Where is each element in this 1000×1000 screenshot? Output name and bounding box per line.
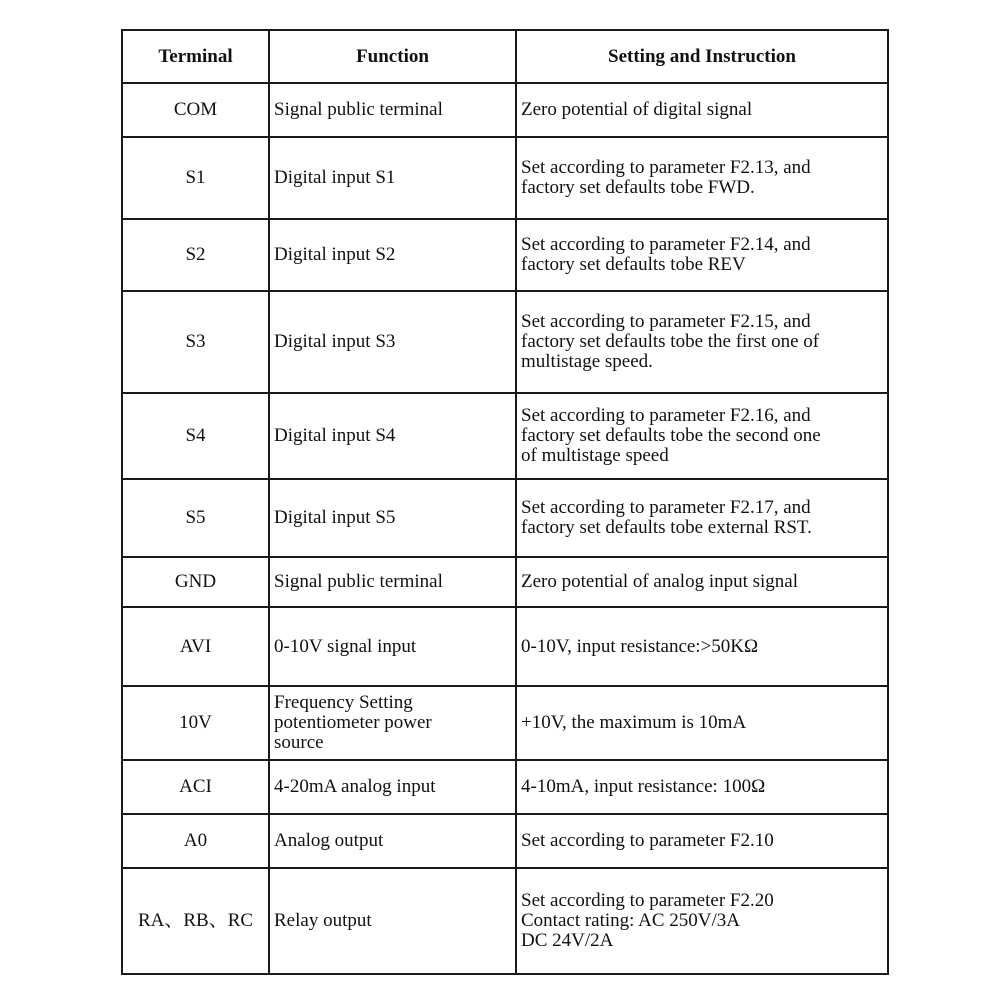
header-instruction: Setting and Instruction xyxy=(516,30,888,83)
terminal-cell: ACI xyxy=(122,760,269,814)
table-row xyxy=(122,393,888,479)
function-line: Signal public terminal xyxy=(274,99,443,120)
instruction-line: 4-10mA, input resistance: 100Ω xyxy=(521,776,766,797)
instruction-line: factory set defaults tobe REV xyxy=(521,254,746,275)
terminal-cell: GND xyxy=(122,557,269,607)
terminal-table xyxy=(121,29,889,975)
instruction-line: Zero potential of digital signal xyxy=(521,99,753,120)
instruction-cell xyxy=(516,393,888,479)
instruction-line: Contact rating: AC 250V/3A xyxy=(521,910,741,931)
instruction-line: 0-10V, input resistance:>50KΩ xyxy=(521,635,759,657)
function-cell xyxy=(269,760,516,814)
instruction-line: +10V, the maximum is 10mA xyxy=(521,712,747,733)
function-line: source xyxy=(274,732,324,753)
instruction-line: of multistage speed xyxy=(521,445,669,466)
table-body xyxy=(122,83,888,974)
table-row xyxy=(122,219,888,291)
function-line: Digital input S5 xyxy=(274,507,396,528)
terminal-cell: A0 xyxy=(122,814,269,868)
instruction-line: factory set defaults tobe the second one xyxy=(521,425,821,446)
header-function: Function xyxy=(269,30,516,83)
instruction-line: DC 24V/2A xyxy=(521,930,614,951)
function-cell xyxy=(269,479,516,557)
instruction-line: factory set defaults tobe FWD. xyxy=(521,177,755,198)
function-line: Digital input S2 xyxy=(274,244,396,265)
function-cell xyxy=(269,393,516,479)
function-line: Analog output xyxy=(274,830,384,851)
function-line: 4-20mA analog input xyxy=(274,776,436,797)
instruction-line: factory set defaults tobe external RST. xyxy=(521,517,812,538)
function-line: 0-10V signal input xyxy=(274,635,417,657)
terminal-cell: RA、RB、RC xyxy=(122,868,269,974)
table-row xyxy=(122,137,888,219)
instruction-cell xyxy=(516,557,888,607)
instruction-line: Set according to parameter F2.20 xyxy=(521,890,774,911)
instruction-cell xyxy=(516,137,888,219)
instruction-cell xyxy=(516,760,888,814)
instruction-line: factory set defaults tobe the first one of xyxy=(521,331,820,352)
table-row xyxy=(122,814,888,868)
instruction-cell xyxy=(516,607,888,686)
instruction-cell xyxy=(516,868,888,974)
instruction-line: Zero potential of analog input signal xyxy=(521,571,799,592)
terminal-cell: AVI xyxy=(122,607,269,686)
instruction-cell xyxy=(516,479,888,557)
instruction-line: Set according to parameter F2.14, and xyxy=(521,234,811,255)
instruction-cell xyxy=(516,219,888,291)
terminal-cell: S1 xyxy=(122,137,269,219)
function-line: Signal public terminal xyxy=(274,571,443,592)
table-row xyxy=(122,83,888,137)
function-line: Frequency Setting xyxy=(274,692,413,713)
instruction-line: Set according to parameter F2.15, and xyxy=(521,311,811,332)
table-row xyxy=(122,868,888,974)
terminal-cell: COM xyxy=(122,83,269,137)
table-row xyxy=(122,291,888,393)
table-row xyxy=(122,686,888,760)
function-cell xyxy=(269,291,516,393)
table-row xyxy=(122,760,888,814)
instruction-line: multistage speed. xyxy=(521,351,653,372)
function-line: Digital input S1 xyxy=(274,167,396,188)
function-cell xyxy=(269,607,516,686)
terminal-cell: 10V xyxy=(122,686,269,760)
function-cell xyxy=(269,219,516,291)
function-cell xyxy=(269,83,516,137)
function-line: Digital input S4 xyxy=(274,425,396,446)
function-cell xyxy=(269,868,516,974)
table-row xyxy=(122,479,888,557)
instruction-cell xyxy=(516,686,888,760)
instruction-cell xyxy=(516,814,888,868)
table-row xyxy=(122,557,888,607)
function-cell xyxy=(269,814,516,868)
instruction-cell xyxy=(516,83,888,137)
header-row xyxy=(122,30,888,83)
function-line: potentiometer power xyxy=(274,712,432,733)
function-cell xyxy=(269,137,516,219)
function-cell xyxy=(269,557,516,607)
terminal-cell: S4 xyxy=(122,393,269,479)
terminal-cell: S5 xyxy=(122,479,269,557)
function-line: Relay output xyxy=(274,910,372,931)
table-row xyxy=(122,607,888,686)
instruction-line: Set according to parameter F2.10 xyxy=(521,830,774,851)
instruction-line: Set according to parameter F2.17, and xyxy=(521,497,811,518)
terminal-cell: S2 xyxy=(122,219,269,291)
function-line: Digital input S3 xyxy=(274,331,396,352)
instruction-line: Set according to parameter F2.13, and xyxy=(521,157,811,178)
instruction-line: Set according to parameter F2.16, and xyxy=(521,405,811,426)
function-cell xyxy=(269,686,516,760)
terminal-cell: S3 xyxy=(122,291,269,393)
header-terminal: Terminal xyxy=(122,30,269,83)
instruction-cell xyxy=(516,291,888,393)
